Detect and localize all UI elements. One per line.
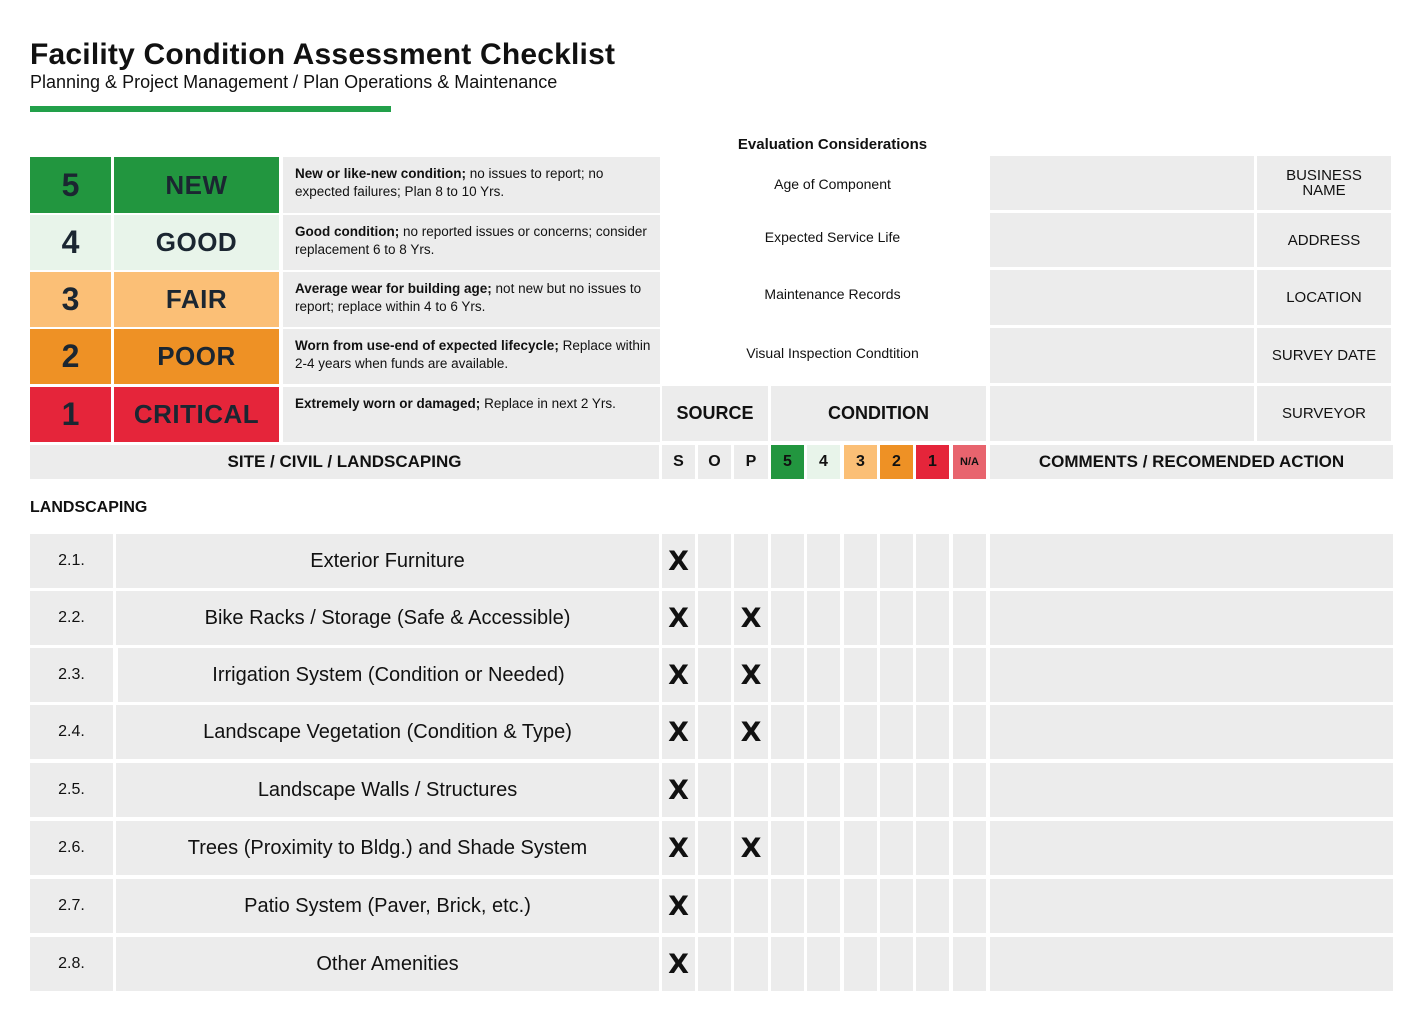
row-item-name: Irrigation System (Condition or Needed) (118, 648, 659, 702)
condition-cell[interactable] (880, 648, 913, 702)
location-label: LOCATION (1257, 270, 1391, 325)
rating-label: NEW (114, 157, 279, 213)
source-p-mark[interactable]: X (734, 591, 768, 645)
rating-description-text: no reported issues or concerns; consider replacement 6 to 8 Yrs. (295, 224, 647, 257)
rating-label: FAIR (114, 272, 279, 327)
condition-cell[interactable] (916, 821, 949, 875)
condition-cell[interactable] (916, 937, 949, 991)
row-number: 2.7. (30, 879, 113, 933)
rating-label: GOOD (114, 215, 279, 270)
row-number: 2.2. (30, 591, 113, 645)
condition-cell[interactable] (771, 821, 804, 875)
condition-cell[interactable] (953, 937, 986, 991)
rating-number: 5 (30, 157, 111, 213)
source-s-mark[interactable]: X (662, 648, 695, 702)
row-number: 2.5. (30, 763, 113, 817)
condition-cell[interactable] (771, 648, 804, 702)
source-o-mark[interactable] (698, 937, 731, 991)
condition-cell[interactable] (880, 534, 913, 588)
rating-number: 2 (30, 329, 111, 384)
condition-cell[interactable] (771, 937, 804, 991)
comments-header: COMMENTS / RECOMENDED ACTION (990, 445, 1393, 479)
evaluation-heading: Evaluation Considerations (737, 136, 928, 153)
source-p-mark[interactable] (734, 937, 768, 991)
row-number: 2.1. (30, 534, 113, 588)
rating-description (283, 387, 660, 442)
condition-cell[interactable] (880, 591, 913, 645)
condition-col-3: 3 (844, 445, 877, 479)
source-o-mark[interactable] (698, 763, 731, 817)
evaluation-item: Visual Inspection Condtition (746, 345, 919, 361)
condition-cell[interactable] (953, 763, 986, 817)
page-title: Facility Condition Assessment Checklist (30, 38, 616, 71)
rating-description-bold: Extremely worn or damaged; (295, 396, 481, 411)
condition-col-2: 2 (880, 445, 913, 479)
condition-col-4: 4 (807, 445, 840, 479)
category-header: SITE / CIVIL / LANDSCAPING (30, 445, 659, 479)
condition-cell[interactable] (953, 879, 986, 933)
condition-cell[interactable] (916, 648, 949, 702)
condition-cell[interactable] (807, 821, 840, 875)
condition-col-1: 1 (916, 445, 949, 479)
row-item-name: Trees (Proximity to Bldg.) and Shade System (116, 821, 659, 875)
rating-number: 4 (30, 215, 111, 270)
condition-cell[interactable] (953, 705, 986, 759)
comments-cell[interactable] (990, 648, 1393, 702)
condition-cell[interactable] (844, 534, 877, 588)
source-p-mark[interactable]: X (734, 705, 768, 759)
source-s-mark[interactable]: X (662, 763, 695, 817)
source-s-mark[interactable]: X (662, 937, 695, 991)
condition-cell[interactable] (807, 879, 840, 933)
source-col-s: S (662, 445, 695, 479)
condition-cell[interactable] (807, 705, 840, 759)
comments-cell[interactable] (990, 937, 1393, 991)
condition-cell[interactable] (880, 879, 913, 933)
rating-description (283, 272, 660, 327)
condition-cell[interactable] (807, 937, 840, 991)
source-o-mark[interactable] (698, 534, 731, 588)
rating-label: POOR (114, 329, 279, 384)
business-name-field[interactable] (990, 156, 1254, 210)
condition-cell[interactable] (807, 591, 840, 645)
rating-description-bold: Worn from use-end of expected lifecycle; (295, 338, 559, 353)
source-s-mark[interactable]: X (662, 821, 695, 875)
condition-cell[interactable] (844, 705, 877, 759)
row-number: 2.3. (30, 648, 113, 702)
rating-description-text: no issues to report; no expected failures; Plan 8 to 10 Yrs. (295, 166, 604, 199)
condition-cell[interactable] (844, 821, 877, 875)
rating-description-text: Replace in next 2 Yrs. (480, 396, 616, 411)
condition-cell[interactable] (880, 937, 913, 991)
condition-cell[interactable] (953, 821, 986, 875)
condition-cell[interactable] (771, 879, 804, 933)
source-col-p: P (734, 445, 768, 479)
rating-description-text: not new but no issues to report; replace within 4 to 6 Yrs. (295, 281, 642, 314)
condition-cell[interactable] (771, 763, 804, 817)
row-item-name: Landscape Vegetation (Condition & Type) (116, 705, 659, 759)
evaluation-item: Age of Component (774, 176, 891, 192)
evaluation-item: Maintenance Records (764, 286, 901, 302)
source-col-o: O (698, 445, 731, 479)
rating-description (283, 157, 660, 213)
comments-cell[interactable] (990, 763, 1393, 817)
rating-description (283, 215, 660, 270)
condition-cell[interactable] (844, 591, 877, 645)
source-header: SOURCE (662, 386, 768, 441)
comments-cell[interactable] (990, 705, 1393, 759)
condition-cell[interactable] (916, 591, 949, 645)
condition-cell[interactable] (953, 591, 986, 645)
condition-col-5: 5 (771, 445, 804, 479)
rating-number: 1 (30, 387, 111, 442)
business-name-label: BUSINESS NAME (1257, 156, 1391, 210)
rating-description-text: Replace within 2-4 years when funds are available. (295, 338, 651, 371)
source-s-mark[interactable]: X (662, 705, 695, 759)
source-o-mark[interactable] (698, 879, 731, 933)
source-p-mark[interactable] (734, 534, 768, 588)
section-title: LANDSCAPING (30, 499, 148, 516)
rating-number: 3 (30, 272, 111, 327)
condition-cell[interactable] (844, 648, 877, 702)
title-accent-bar (30, 106, 391, 112)
condition-cell[interactable] (916, 705, 949, 759)
comments-cell[interactable] (990, 591, 1393, 645)
rating-description-bold: Average wear for building age; (295, 281, 492, 296)
evaluation-item: Expected Service Life (764, 229, 901, 245)
condition-cell[interactable] (771, 705, 804, 759)
row-number: 2.6. (30, 821, 113, 875)
condition-cell[interactable] (880, 821, 913, 875)
row-item-name: Exterior Furniture (116, 534, 659, 588)
source-s-mark[interactable]: X (662, 879, 695, 933)
rating-description-bold: Good condition; (295, 224, 400, 239)
comments-cell[interactable] (990, 879, 1393, 933)
source-p-mark[interactable] (734, 763, 768, 817)
source-p-mark[interactable]: X (734, 648, 768, 702)
condition-col-na: N/A (953, 445, 986, 479)
source-s-mark[interactable]: X (662, 591, 695, 645)
condition-cell[interactable] (807, 648, 840, 702)
condition-cell[interactable] (844, 763, 877, 817)
source-o-mark[interactable] (698, 705, 731, 759)
address-label: ADDRESS (1257, 213, 1391, 267)
row-item-name: Bike Racks / Storage (Safe & Accessible) (116, 591, 659, 645)
condition-cell[interactable] (771, 534, 804, 588)
survey-date-label: SURVEY DATE (1257, 328, 1391, 383)
condition-cell[interactable] (880, 763, 913, 817)
rating-description-bold: New or like-new condition; (295, 166, 467, 181)
comments-cell[interactable] (990, 534, 1393, 588)
surveyor-label: SURVEYOR (1257, 386, 1391, 441)
condition-cell[interactable] (807, 763, 840, 817)
survey-date-field[interactable] (990, 328, 1254, 383)
condition-cell[interactable] (880, 705, 913, 759)
source-p-mark[interactable]: X (734, 821, 768, 875)
row-item-name: Other Amenities (116, 937, 659, 991)
source-o-mark[interactable] (698, 821, 731, 875)
condition-cell[interactable] (807, 534, 840, 588)
row-number: 2.4. (30, 705, 113, 759)
condition-cell[interactable] (916, 534, 949, 588)
condition-cell[interactable] (844, 937, 877, 991)
source-s-mark[interactable]: X (662, 534, 695, 588)
source-o-mark[interactable] (698, 591, 731, 645)
address-field[interactable] (990, 213, 1254, 267)
condition-cell[interactable] (953, 534, 986, 588)
page-subtitle: Planning & Project Management / Plan Operations & Maintenance (30, 72, 558, 92)
rating-description (283, 329, 660, 384)
row-item-name: Patio System (Paver, Brick, etc.) (116, 879, 659, 933)
source-p-mark[interactable] (734, 879, 768, 933)
condition-cell[interactable] (916, 879, 949, 933)
comments-cell[interactable] (990, 821, 1393, 875)
surveyor-field[interactable] (990, 386, 1254, 441)
condition-cell[interactable] (916, 763, 949, 817)
location-field[interactable] (990, 270, 1254, 325)
condition-cell[interactable] (953, 648, 986, 702)
row-item-name: Landscape Walls / Structures (116, 763, 659, 817)
source-o-mark[interactable] (698, 648, 731, 702)
rating-label: CRITICAL (114, 387, 279, 442)
condition-cell[interactable] (771, 591, 804, 645)
row-number: 2.8. (30, 937, 113, 991)
condition-cell[interactable] (844, 879, 877, 933)
condition-header: CONDITION (771, 386, 986, 441)
